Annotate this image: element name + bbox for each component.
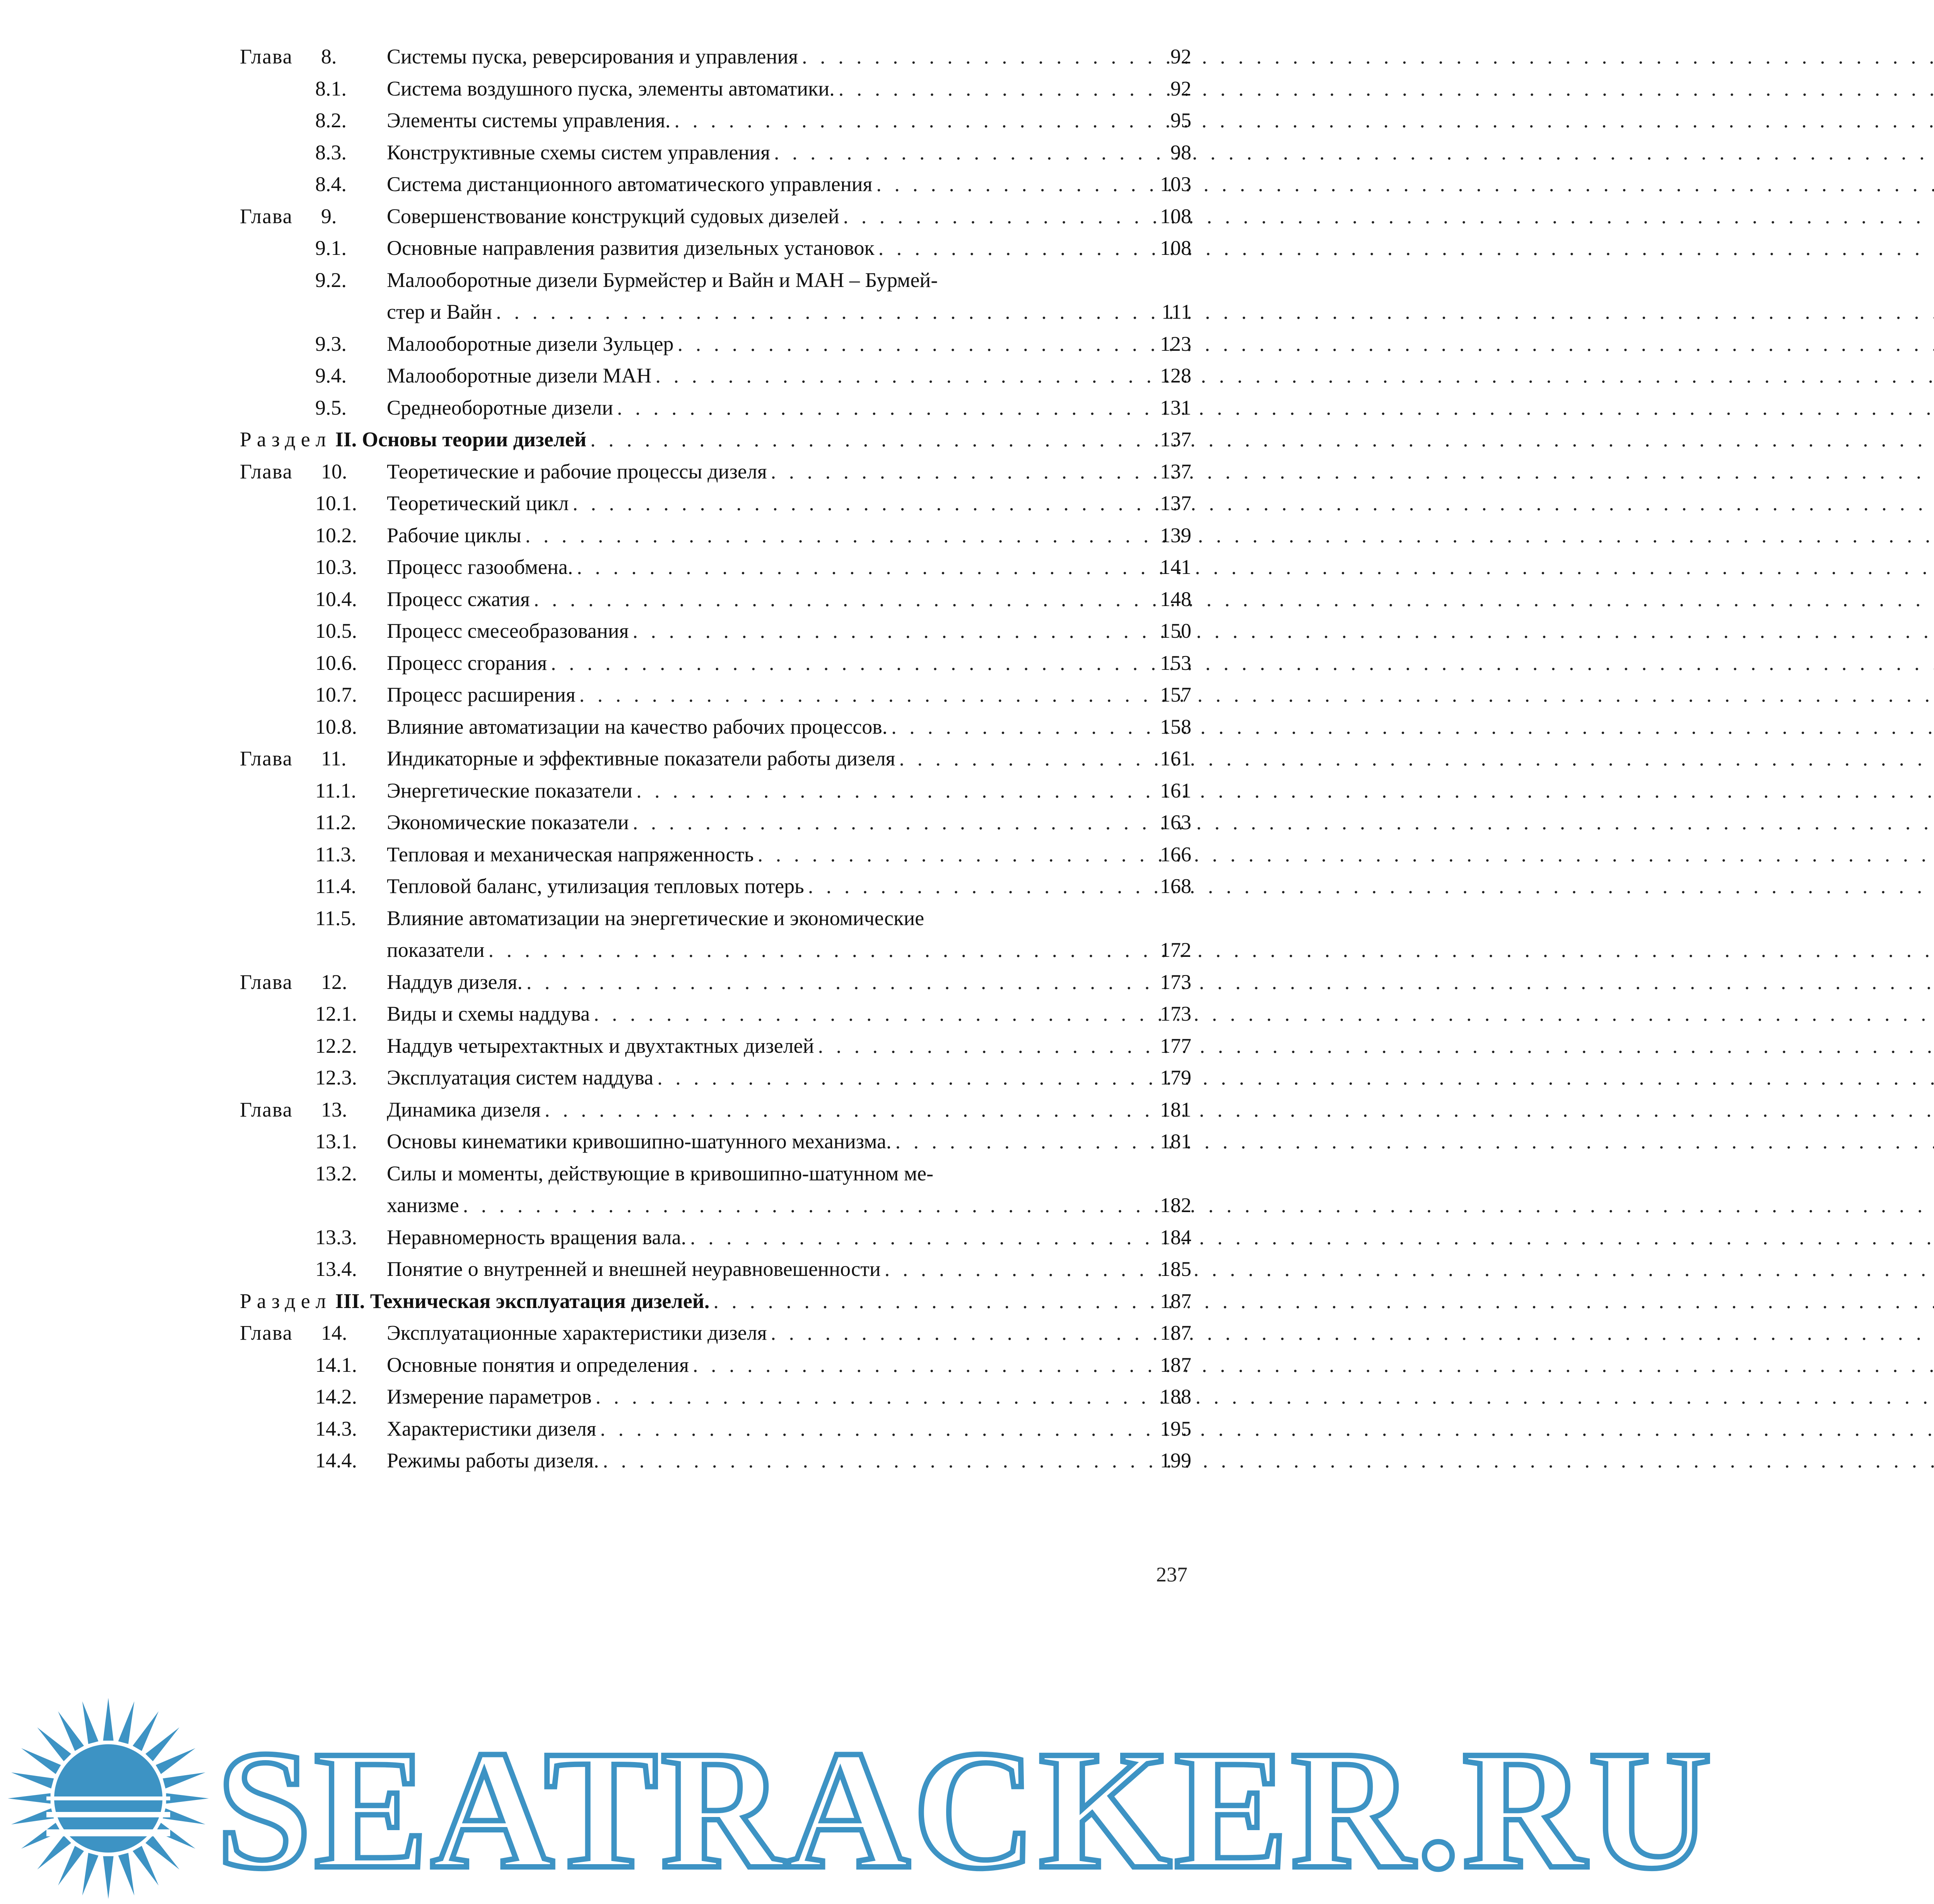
entry-page-number: 92 xyxy=(1170,45,1191,68)
toc-entry xyxy=(240,1349,1191,1381)
toc-entry xyxy=(240,1158,1191,1221)
entry-title: Индикаторные и эффективные показатели работы дизеля . . . xyxy=(387,743,1091,775)
toc-entry xyxy=(240,870,1191,902)
toc-entry xyxy=(240,647,1191,679)
sun-ray xyxy=(133,1711,159,1751)
page-number: 237 xyxy=(1156,1563,1187,1586)
leader-dots xyxy=(577,551,1934,583)
entry-title: Понятие о внутренней и внешней неуравновешенности . . . xyxy=(387,1253,1091,1285)
entry-title: Наддув дизеля. . . . xyxy=(387,966,1091,998)
sun-ray xyxy=(37,1836,71,1870)
entry-page-number: 172 xyxy=(1160,938,1191,961)
leader-dots xyxy=(463,1189,1934,1221)
section-number: 12.2. xyxy=(315,1034,357,1057)
entry-title: Процесс расширения . . . xyxy=(387,679,1091,711)
toc-entry xyxy=(240,1413,1191,1445)
entry-title: Совершенствование конструкций судовых дизелей . . . xyxy=(387,200,1091,232)
sun-ray xyxy=(103,1856,114,1899)
entry-page-number: 98 xyxy=(1170,140,1191,164)
entry-page-number: 137 xyxy=(1160,428,1191,451)
entry-title: Конструктивные схемы систем управления . . . xyxy=(387,137,1091,169)
leader-dots xyxy=(489,934,1934,966)
entry-title: Малооборотные дизели МАН . . . xyxy=(387,360,1091,392)
toc-entry xyxy=(240,1317,1191,1349)
entry-page-number: 181 xyxy=(1160,1130,1191,1153)
leader-dots xyxy=(839,73,1934,105)
entry-page-number: 137 xyxy=(1160,492,1191,515)
leader-dots xyxy=(657,1062,1934,1094)
entry-page-number: 187 xyxy=(1160,1321,1191,1344)
section-number: 10.5. xyxy=(315,619,357,642)
section-number: 10.7. xyxy=(315,683,357,706)
leader-dots xyxy=(590,423,1934,456)
leader-dots xyxy=(617,392,1934,424)
toc-entry xyxy=(240,551,1191,583)
sun-ray xyxy=(118,1853,135,1895)
entry-title: Раздел II. Основы теории дизелей . . . xyxy=(240,423,944,456)
section-number: 13.3. xyxy=(315,1225,357,1249)
toc-entry xyxy=(240,1094,1191,1126)
sun-ray xyxy=(166,1793,209,1804)
entry-title: Измерение параметров . . . xyxy=(387,1381,1091,1413)
toc-entry xyxy=(240,456,1191,488)
entry-title-line: Малооборотные дизели Бурмейстер и Вайн и МАН – Бурмей- xyxy=(387,268,938,292)
entry-page-number: 158 xyxy=(1160,715,1191,738)
section-number: 12.3. xyxy=(315,1066,357,1089)
section-number: 9.3. xyxy=(315,332,347,355)
leader-dots xyxy=(885,1253,1934,1285)
section-number: 10.4. xyxy=(315,587,357,611)
entry-title: Характеристики дизеля . . . xyxy=(387,1413,1091,1445)
toc-entry xyxy=(240,743,1191,775)
entry-page-number: 161 xyxy=(1160,779,1191,802)
leader-dots xyxy=(572,487,1934,519)
section-number: 10.2. xyxy=(315,523,357,547)
leader-dots xyxy=(545,1094,1934,1126)
sun-ray xyxy=(118,1701,135,1744)
entry-page-number: 137 xyxy=(1160,459,1191,483)
toc-entry xyxy=(240,902,1191,966)
section-number: 11.2. xyxy=(315,811,356,834)
entry-page-number: 128 xyxy=(1160,364,1191,387)
leader-dots xyxy=(758,838,1934,871)
sun-ray xyxy=(58,1711,84,1751)
leader-dots xyxy=(774,137,1934,169)
leader-dots xyxy=(526,966,1934,998)
section-number: 13.1. xyxy=(315,1130,357,1153)
leader-dots xyxy=(633,806,1934,838)
leader-dots xyxy=(603,1445,1934,1477)
leader-dots xyxy=(690,1221,1934,1253)
toc-entry xyxy=(240,264,1191,328)
entry-page-number: 139 xyxy=(1160,523,1191,547)
section-number: 9.4. xyxy=(315,364,347,387)
section-number: 8.2. xyxy=(315,109,347,132)
entry-page-number: 153 xyxy=(1160,651,1191,675)
leader-dots xyxy=(843,200,1934,232)
leader-dots xyxy=(808,870,1934,902)
entry-title: Неравномерность вращения вала. . . . xyxy=(387,1221,1091,1253)
entry-title: Система воздушного пуска, элементы автоматики. . . . xyxy=(387,73,1091,105)
toc-entry xyxy=(240,1125,1191,1158)
toc-entry xyxy=(240,966,1191,998)
sun-ray xyxy=(133,1846,159,1886)
leader-dots xyxy=(633,615,1934,647)
leader-dots xyxy=(534,583,1934,615)
entry-page-number: 108 xyxy=(1160,236,1191,260)
leader-dots xyxy=(818,1030,1934,1062)
entry-title: показатели . . . xyxy=(387,934,1091,966)
toc-entry xyxy=(240,1285,1191,1317)
entry-title: стер и Вайн . . . xyxy=(387,296,1091,328)
toc-entry xyxy=(240,775,1191,807)
section-number: 13.4. xyxy=(315,1257,357,1281)
sun-ray xyxy=(58,1846,84,1886)
entry-page-number: 123 xyxy=(1160,332,1191,355)
toc-entry xyxy=(240,168,1191,200)
entry-title: Виды и схемы наддува . . . xyxy=(387,998,1091,1030)
sun-ray xyxy=(11,1773,54,1789)
leader-dots xyxy=(899,743,1934,775)
leader-dots xyxy=(636,775,1934,807)
entry-title: Основные понятия и определения . . . xyxy=(387,1349,1091,1381)
entry-page-number: 184 xyxy=(1160,1225,1191,1249)
toc-entry xyxy=(240,360,1191,392)
entry-title: Система дистанционного автоматического управления . . . xyxy=(387,168,1091,200)
entry-title: Основы кинематики кривошипно-шатунного механизма. . . . xyxy=(387,1125,1091,1158)
leader-dots xyxy=(496,296,1934,328)
toc-entry xyxy=(240,137,1191,169)
entry-page-number: 187 xyxy=(1160,1353,1191,1376)
entry-title: ханизме . . . xyxy=(387,1189,1091,1221)
entry-title: Экономические показатели . . . xyxy=(387,806,1091,838)
entry-title: Элементы системы управления. . . . xyxy=(387,104,1091,137)
section-number: 11.4. xyxy=(315,874,356,898)
section-number: 10.8. xyxy=(315,715,357,738)
toc-entry xyxy=(240,1030,1191,1062)
leader-dots xyxy=(693,1349,1934,1381)
toc-entry xyxy=(240,41,1191,73)
entry-title: Теоретические и рабочие процессы дизеля . . . xyxy=(387,456,1091,488)
sun-ray xyxy=(145,1727,179,1761)
entry-page-number: 161 xyxy=(1160,747,1191,770)
entry-page-number: 185 xyxy=(1160,1257,1191,1281)
entry-title: Режимы работы дизеля. . . . xyxy=(387,1445,1091,1477)
toc-entry xyxy=(240,1381,1191,1413)
leader-dots xyxy=(674,104,1934,137)
sun-ray xyxy=(8,1793,51,1804)
section-number: 12.1. xyxy=(315,1002,357,1025)
toc-entry xyxy=(240,679,1191,711)
sun-ray xyxy=(82,1701,99,1744)
sun-ray xyxy=(37,1727,71,1761)
entry-page-number: 199 xyxy=(1160,1449,1191,1472)
entry-title: Системы пуска, реверсирования и управления . . . xyxy=(387,41,1091,73)
entry-page-number: 166 xyxy=(1160,842,1191,866)
toc-entry xyxy=(240,1445,1191,1477)
entry-title: Наддув четырехтактных и двухтактных дизелей . . . xyxy=(387,1030,1091,1062)
entry-title-line: Силы и моменты, действующие в кривошипно-шатунном ме- xyxy=(387,1161,934,1185)
sun-ray xyxy=(163,1773,205,1789)
entry-page-number: 108 xyxy=(1160,204,1191,228)
entry-title: Эксплуатационные характеристики дизеля . . . xyxy=(387,1317,1091,1349)
section-number: 11.1. xyxy=(315,779,356,802)
leader-dots xyxy=(678,328,1934,360)
chapter-label: Глава 11. xyxy=(240,747,347,770)
entry-page-number: 163 xyxy=(1160,811,1191,834)
entry-page-number: 111 xyxy=(1162,300,1191,323)
toc-entry xyxy=(240,838,1191,871)
toc-entry xyxy=(240,519,1191,552)
leader-dots xyxy=(891,711,1934,743)
section-number: 10.1. xyxy=(315,492,357,515)
section-number: 9.1. xyxy=(315,236,347,260)
entry-title: Рабочие циклы . . . xyxy=(387,519,1091,552)
leader-dots xyxy=(771,456,1934,488)
entry-title: Влияние автоматизации на качество рабочих процессов. . . . xyxy=(387,711,1091,743)
entry-title: Среднеоборотные дизели . . . xyxy=(387,392,1091,424)
chapter-label: Глава 8. xyxy=(240,45,337,68)
entry-page-number: 95 xyxy=(1170,109,1191,132)
toc-entry xyxy=(240,583,1191,615)
entry-title: Тепловой баланс, утилизация тепловых потерь . . . xyxy=(387,870,1091,902)
entry-title-line: Влияние автоматизации на энергетические и экономические xyxy=(387,906,924,930)
entry-page-number: 168 xyxy=(1160,874,1191,898)
entry-page-number: 141 xyxy=(1160,555,1191,579)
section-number: 10.3. xyxy=(315,555,357,579)
entry-title: Основные направления развития дизельных установок . . . xyxy=(387,232,1091,264)
entry-page-number: 92 xyxy=(1170,77,1191,100)
leader-dots xyxy=(594,998,1934,1030)
toc-entry xyxy=(240,1253,1191,1285)
sun-ray xyxy=(103,1698,114,1741)
entry-page-number: 148 xyxy=(1160,587,1191,611)
entry-title: Энергетические показатели . . . xyxy=(387,775,1091,807)
entry-title: Динамика дизеля . . . xyxy=(387,1094,1091,1126)
leader-dots xyxy=(600,1413,1934,1445)
table-of-contents xyxy=(240,41,1191,1477)
leader-dots xyxy=(771,1317,1934,1349)
sun-ray xyxy=(21,1748,61,1774)
chapter-label: Глава 13. xyxy=(240,1098,347,1121)
entry-page-number: 188 xyxy=(1160,1385,1191,1408)
sun-ray xyxy=(156,1748,196,1774)
chapter-label: Глава 9. xyxy=(240,204,337,228)
section-number: 11.5. xyxy=(315,906,356,930)
entry-page-number: 187 xyxy=(1160,1289,1191,1313)
sun-ray xyxy=(82,1853,99,1895)
leader-dots xyxy=(551,647,1934,679)
entry-page-number: 173 xyxy=(1160,1002,1191,1025)
leader-dots xyxy=(525,519,1934,552)
section-number: 11.3. xyxy=(315,842,356,866)
entry-page-number: 179 xyxy=(1160,1066,1191,1089)
entry-page-number: 182 xyxy=(1160,1194,1191,1217)
entry-title: Процесс сгорания . . . xyxy=(387,647,1091,679)
entry-title: Тепловая и механическая напряженность . . . xyxy=(387,838,1091,871)
entry-page-number: 173 xyxy=(1160,970,1191,994)
leader-dots xyxy=(713,1285,1934,1317)
toc-entry xyxy=(240,328,1191,360)
leader-dots xyxy=(895,1125,1934,1158)
watermark-text: SEATRACKER.RU xyxy=(217,1716,1715,1904)
chapter-label: Глава 10. xyxy=(240,459,347,483)
toc-entry xyxy=(240,1221,1191,1253)
entry-title: Процесс сжатия . . . xyxy=(387,583,1091,615)
toc-entry xyxy=(240,806,1191,838)
toc-entry xyxy=(240,998,1191,1030)
section-number: 8.3. xyxy=(315,140,347,164)
entry-page-number: 103 xyxy=(1160,172,1191,196)
toc-entry xyxy=(240,615,1191,647)
section-number: 13.2. xyxy=(315,1161,357,1185)
entry-title: Процесс смесеобразования . . . xyxy=(387,615,1091,647)
entry-title: Эксплуатация систем наддува . . . xyxy=(387,1062,1091,1094)
entry-title: Малооборотные дизели Зульцер . . . xyxy=(387,328,1091,360)
section-number: 14.1. xyxy=(315,1353,357,1376)
leader-dots xyxy=(655,360,1934,392)
toc-entry xyxy=(240,232,1191,264)
sun-icon xyxy=(8,1698,209,1899)
entry-page-number: 177 xyxy=(1160,1034,1191,1057)
leader-dots xyxy=(596,1381,1934,1413)
section-number: 9.5. xyxy=(315,396,347,419)
entry-page-number: 150 xyxy=(1160,619,1191,642)
chapter-label: Глава 14. xyxy=(240,1321,347,1344)
toc-entry xyxy=(240,104,1191,137)
leader-dots xyxy=(579,679,1934,711)
toc-entry xyxy=(240,487,1191,519)
section-number: 10.6. xyxy=(315,651,357,675)
section-number: 8.4. xyxy=(315,172,347,196)
entry-page-number: 195 xyxy=(1160,1417,1191,1440)
toc-entry xyxy=(240,200,1191,232)
entry-page-number: 181 xyxy=(1160,1098,1191,1121)
entry-page-number: 131 xyxy=(1160,396,1191,419)
sun-ray xyxy=(145,1836,179,1870)
toc-entry xyxy=(240,423,1191,456)
leader-dots xyxy=(802,41,1934,73)
section-number: 14.2. xyxy=(315,1385,357,1408)
entry-title: Процесс газообмена. . . . xyxy=(387,551,1091,583)
section-number: 8.1. xyxy=(315,77,347,100)
section-number: 9.2. xyxy=(315,268,347,292)
chapter-label: Глава 12. xyxy=(240,970,347,994)
toc-entry xyxy=(240,711,1191,743)
toc-entry xyxy=(240,392,1191,424)
entry-title: Теоретический цикл . . . xyxy=(387,487,1091,519)
entry-title: Раздел III. Техническая эксплуатация дизелей. . . . xyxy=(240,1285,944,1317)
toc-entry xyxy=(240,73,1191,105)
section-number: 14.4. xyxy=(315,1449,357,1472)
leader-dots xyxy=(878,232,1934,264)
leader-dots xyxy=(876,168,1934,200)
entry-page-number: 157 xyxy=(1160,683,1191,706)
toc-entry xyxy=(240,1062,1191,1094)
section-number: 14.3. xyxy=(315,1417,357,1440)
